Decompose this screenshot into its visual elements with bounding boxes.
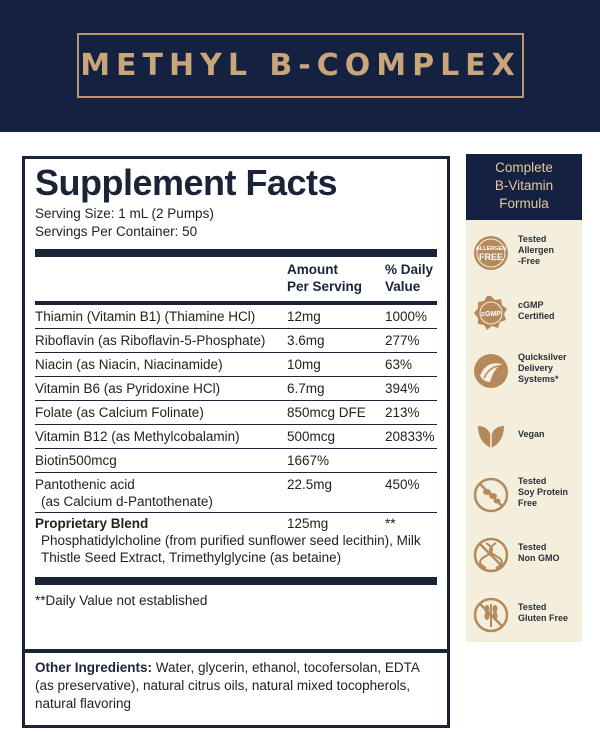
badge-gluten-free bbox=[472, 596, 580, 634]
gluten-free-wheat-icon bbox=[472, 596, 510, 634]
nutrient-dv: 213% bbox=[385, 405, 420, 420]
header-amount-line1: Amount bbox=[287, 262, 338, 277]
liposome-icon bbox=[472, 352, 510, 390]
nutrient-row bbox=[35, 305, 437, 329]
nutrient-amount: 6.7mg bbox=[287, 381, 325, 396]
allergen-free-icon bbox=[472, 234, 510, 272]
nutrient-dv: 450% bbox=[385, 477, 420, 492]
sidebar-heading-line2: B-Vitamin bbox=[494, 178, 554, 193]
badge-line2: Certified bbox=[518, 311, 555, 321]
badge-label bbox=[518, 602, 580, 624]
nutrient-name: Folate (as Calcium Folinate) bbox=[35, 405, 204, 420]
nutrient-amount: 850mcg DFE bbox=[287, 405, 366, 420]
nutrient-row bbox=[35, 377, 437, 401]
non-gmo-dna-icon bbox=[472, 536, 510, 574]
badge-label bbox=[518, 429, 580, 440]
nutrient-amount: 500mcg bbox=[287, 429, 336, 444]
nutrient-dv: 1000% bbox=[385, 309, 428, 324]
badge-label bbox=[518, 234, 580, 267]
nutrient-row bbox=[35, 449, 437, 473]
badge-non-gmo bbox=[472, 536, 580, 574]
badge-line1: Quicksilver bbox=[518, 352, 567, 362]
badge-line1: Tested bbox=[518, 234, 547, 244]
badge-label bbox=[518, 476, 580, 509]
nutrient-name: Vitamin B12 (as Methylcobalamin) bbox=[35, 429, 240, 444]
header-amount-line2: Per Serving bbox=[287, 279, 363, 294]
nutrient-name-line2: (as Calcium d-Pantothenate) bbox=[41, 494, 213, 509]
header-banner bbox=[0, 0, 600, 132]
header-daily-value bbox=[385, 261, 433, 295]
nutrient-dv: 63% bbox=[385, 357, 413, 372]
badge-line1: Tested bbox=[518, 542, 547, 552]
nutrient-name: Thiamin (Vitamin B1) (Thiamine HCl) bbox=[35, 309, 256, 324]
nutrient-amount: 10mg bbox=[287, 357, 321, 372]
nutrient-amount: 22.5mg bbox=[287, 477, 333, 492]
nutrient-row bbox=[35, 353, 437, 377]
soy-free-icon bbox=[472, 476, 510, 514]
facts-title: Supplement Facts bbox=[35, 162, 338, 203]
nutrient-amount: 12mg bbox=[287, 309, 321, 324]
badge-soy-free bbox=[472, 476, 580, 514]
cgmp-icon-text: cGMP bbox=[481, 311, 501, 318]
header-amount bbox=[287, 261, 362, 295]
nutrient-dv: 394% bbox=[385, 381, 420, 396]
serving-size: Serving Size: 1 mL (2 Pumps) bbox=[35, 206, 214, 221]
allergen-icon-text1: ALLERGEN bbox=[475, 246, 507, 252]
badge-line2: Delivery bbox=[518, 363, 554, 373]
badge-line1: cGMP bbox=[518, 300, 544, 310]
thick-divider bbox=[35, 249, 437, 257]
cgmp-icon bbox=[472, 294, 510, 332]
sidebar-heading-line3: Formula bbox=[499, 196, 549, 211]
nutrient-row bbox=[35, 473, 437, 513]
nutrient-row bbox=[35, 425, 437, 449]
badge-label bbox=[518, 352, 580, 385]
nutrient-name: Vitamin B6 (as Pyridoxine HCl) bbox=[35, 381, 221, 396]
supplement-facts-panel bbox=[22, 156, 450, 728]
allergen-icon-text2: FREE bbox=[478, 252, 504, 262]
nutrient-row bbox=[35, 401, 437, 425]
badge-vegan bbox=[472, 416, 580, 454]
badge-line2: Non GMO bbox=[518, 553, 560, 563]
blend-divider bbox=[35, 577, 437, 585]
nutrient-dv: 20833% bbox=[385, 429, 435, 444]
nutrient-dv: 277% bbox=[385, 333, 420, 348]
nutrient-name bbox=[35, 476, 213, 510]
blend-dv: ** bbox=[385, 516, 396, 531]
sidebar-heading bbox=[466, 154, 582, 220]
badge-label bbox=[518, 542, 580, 564]
nutrient-name-line1: Pantothenic acid bbox=[35, 477, 135, 492]
blend-description: Phosphatidylcholine (from purified sunflower seed lecithin), Milk Thistle Seed Extract, Trimethylglycine (as betaine) bbox=[41, 533, 421, 565]
badge-line1: Tested bbox=[518, 476, 547, 486]
badge-cgmp bbox=[472, 294, 580, 332]
column-headers bbox=[35, 257, 437, 301]
nutrient-name: Niacin (as Niacin, Niacinamide) bbox=[35, 357, 223, 372]
other-ingredients-text: Water, glycerin, ethanol, tocofersolan, EDTA (as preservative), natural citrus oils, natural mixed tocopherols, natural flavoring bbox=[35, 660, 420, 711]
blend-name: Proprietary Blend bbox=[35, 516, 149, 531]
proprietary-blend-row bbox=[35, 513, 437, 577]
other-ingredients bbox=[35, 659, 439, 713]
badge-line3: Systems* bbox=[518, 374, 559, 384]
nutrient-amount: 1667% bbox=[287, 453, 330, 468]
badge-line3: Free bbox=[518, 498, 538, 508]
nutrient-row bbox=[35, 329, 437, 353]
header-dv-line1: % Daily bbox=[385, 262, 434, 277]
blend-amount: 125mg bbox=[287, 516, 329, 531]
product-title: METHYL B-COMPLEX bbox=[80, 48, 521, 83]
feature-sidebar bbox=[466, 154, 582, 642]
vegan-leaf-icon bbox=[472, 416, 510, 454]
daily-value-footnote: **Daily Value not established bbox=[35, 593, 208, 608]
badge-line1: Tested bbox=[518, 602, 547, 612]
badge-delivery-systems bbox=[472, 352, 580, 390]
badge-line3: -Free bbox=[518, 256, 541, 266]
servings-per-container: Servings Per Container: 50 bbox=[35, 224, 198, 239]
nutrient-name: Riboflavin (as Riboflavin-5-Phosphate) bbox=[35, 333, 266, 348]
badge-line2: Gluten Free bbox=[518, 613, 569, 623]
sidebar-heading-line1: Complete bbox=[495, 160, 553, 175]
other-ingredients-divider bbox=[25, 649, 447, 653]
banner-frame bbox=[77, 33, 524, 98]
nutrient-amount: 3.6mg bbox=[287, 333, 325, 348]
badge-line1: Vegan bbox=[518, 429, 545, 439]
badge-line2: Soy Protein bbox=[518, 487, 569, 497]
badge-allergen-free bbox=[472, 234, 580, 272]
header-dv-line2: Value bbox=[385, 279, 421, 294]
other-ingredients-label: Other Ingredients: bbox=[35, 660, 153, 675]
nutrient-name: Biotin500mcg bbox=[35, 453, 117, 468]
badge-label bbox=[518, 300, 580, 322]
badge-line2: Allergen bbox=[518, 245, 555, 255]
